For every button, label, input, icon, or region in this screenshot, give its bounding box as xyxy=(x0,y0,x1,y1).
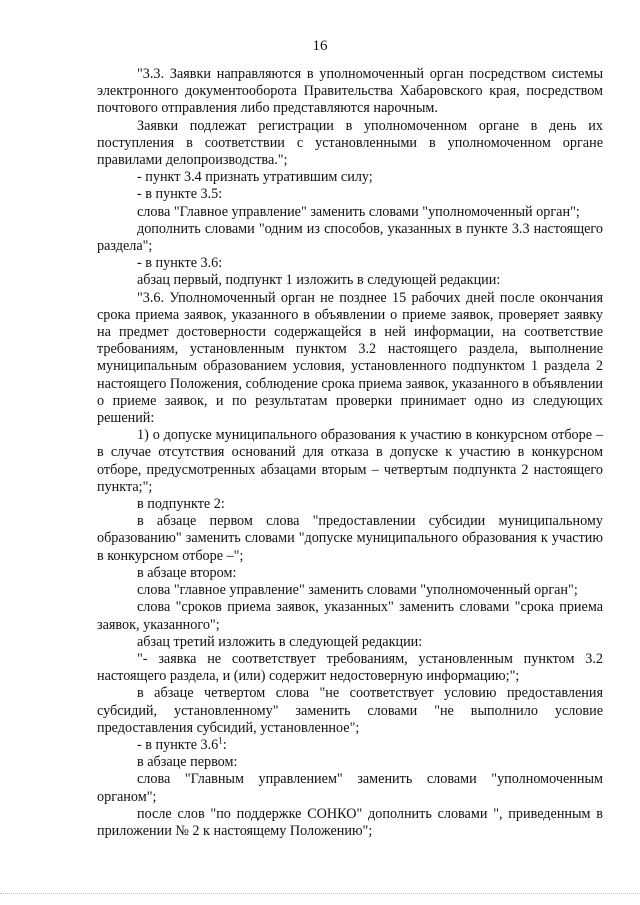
paragraph: в абзаце втором: xyxy=(137,564,237,581)
paragraph: - пункт 3.4 признать утратившим силу; xyxy=(137,169,373,186)
clause-item-suffix: : xyxy=(222,736,227,753)
paragraph: Заявки подлежат регистрации в уполномоченном органе в день их поступления в соответствии с установленными в уполномоченном органе правилами делопроизводства."; xyxy=(97,117,603,169)
page-number: 16 xyxy=(312,38,328,54)
clause-item-superscript: 1 xyxy=(218,735,223,746)
paragraph: в абзаце первом слова "предоставлении субсидии муниципальному образованию" заменить словами "допуске муниципального образования к участию в конкурсном отборе –"; xyxy=(97,513,603,564)
paragraph: слова "главное управление" заменить словами "уполномоченный орган"; xyxy=(137,582,578,599)
clause-item xyxy=(97,737,603,754)
paragraph: абзац третий изложить в следующей редакции: xyxy=(137,633,423,650)
paragraph: "3.6. Уполномоченный орган не позднее 15 рабочих дней после окончания срока приема заявок, указанного в объявлении о приеме заявок, проверяет заявку на предмет достоверности содержащейся в ней информации, на соответствие требованиям, установленным пунктом 3.2 настоящего раздела, выполнение муниципальным образованием условия, установленного подпунктом 1 раздела 2 настоящего Положения, соблюдение срока приема заявок, указанного в объявлении о приеме заявок, и по результатам проверки принимает одно из следующих решений: xyxy=(97,289,603,427)
paragraph: после слов "по поддержке СОНКО" дополнить словами ", приведенным в приложении № 2 к настоящему Положению"; xyxy=(97,805,603,839)
paragraph: "- заявка не соответствует требованиям, установленным пунктом 3.2 настоящего раздела, и (или) содержит недостоверную информацию;"; xyxy=(97,650,603,685)
clause-item-prefix: - в пункте 3.6 xyxy=(137,736,219,753)
paragraph: слова "сроков приема заявок, указанных" заменить словами "срока приема заявок, указанного"; xyxy=(97,599,603,633)
paragraph: - в пункте 3.5: xyxy=(137,186,223,203)
paragraph: 1) о допуске муниципального образования к участию в конкурсном отборе – в случае отсутствия оснований для отказа в допуске к участию в конкурсном отборе, предусмотренных абзацами вторым – четвертым подпункта 2 настоящего пункта;"; xyxy=(97,427,603,495)
paragraph: слова "Главное управление" заменить словами "уполномоченный орган"; xyxy=(137,203,580,220)
paragraph: в абзаце четвертом слова "не соответствует условию предоставления субсидий, установленному" заменить словами "не выполнило условие предоставления субсидий, установленное"; xyxy=(97,685,603,736)
document-body xyxy=(97,66,603,840)
footer-divider xyxy=(0,893,640,894)
paragraph: в абзаце первом: xyxy=(137,754,238,771)
paragraph: дополнить словами "одним из способов, указанных в пункте 3.3 настоящего раздела"; xyxy=(97,220,603,255)
paragraph: абзац первый, подпункт 1 изложить в следующей редакции: xyxy=(137,272,501,289)
paragraph: слова "Главным управлением" заменить словами "уполномоченным органом"; xyxy=(97,771,603,805)
paragraph: "3.3. Заявки направляются в уполномоченный орган посредством системы электронного документооборота Правительства Хабаровского края, посредством почтового отправления либо представляются нарочным. xyxy=(97,66,603,117)
paragraph: - в пункте 3.6: xyxy=(137,255,223,272)
paragraph: в подпункте 2: xyxy=(137,496,225,513)
